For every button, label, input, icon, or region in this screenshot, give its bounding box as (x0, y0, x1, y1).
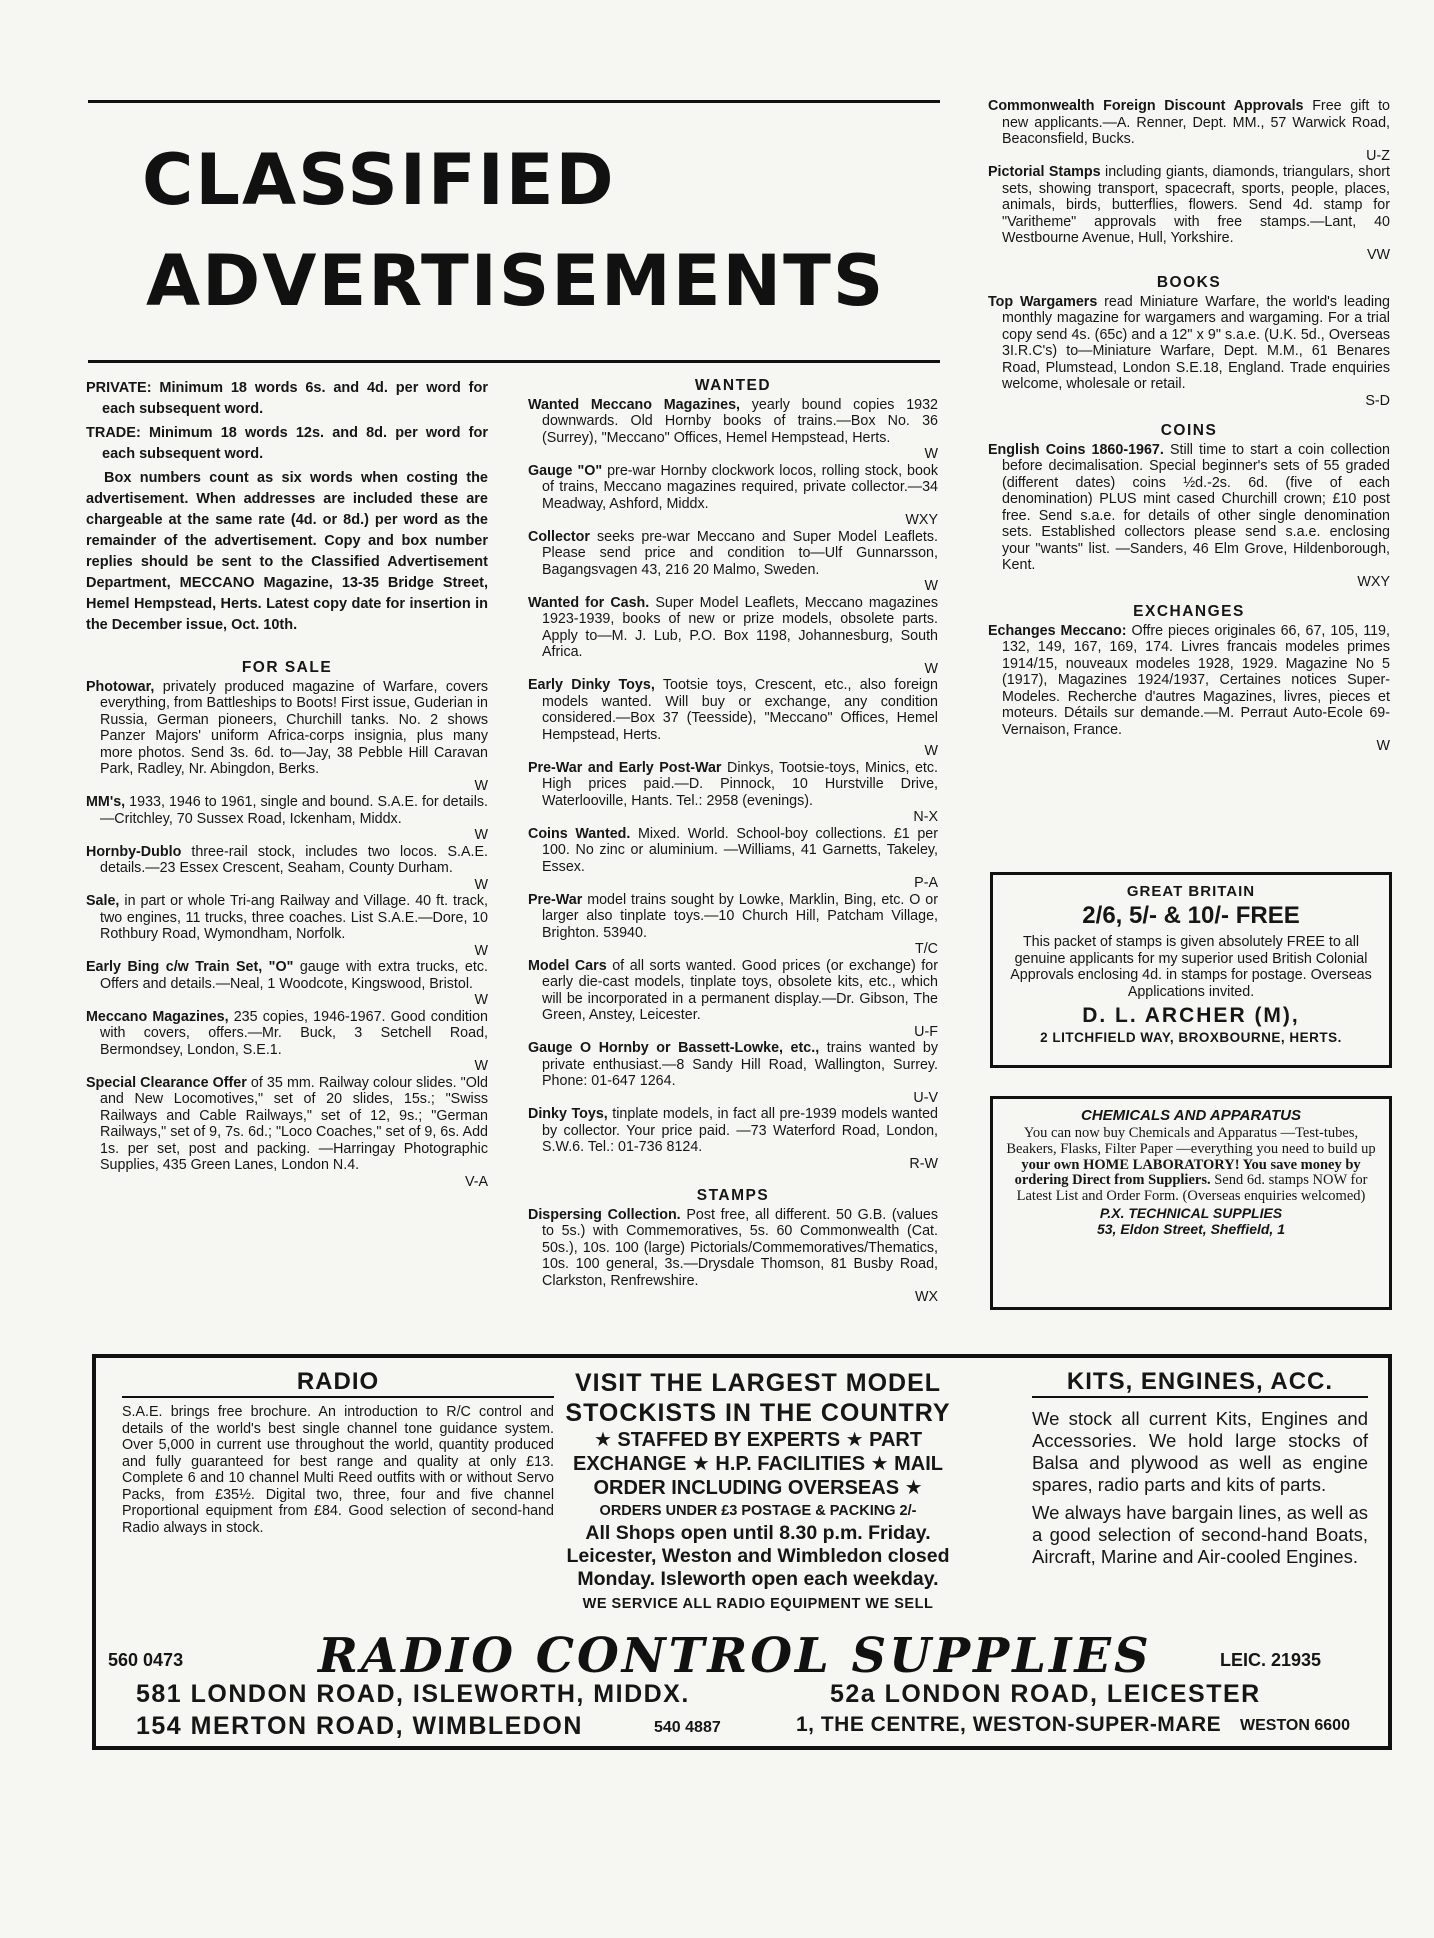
private-text: Minimum 18 words 6s. and 4d. per word for each subsequent word. (102, 380, 488, 417)
ad-lead: Commonwealth Foreign Discount Approvals (988, 98, 1304, 114)
ad-lead: Echanges Meccano: (988, 622, 1127, 639)
ad-lead: Wanted Meccano Magazines, (528, 396, 741, 413)
ad-text: Super Model Leaflets, Meccano magazines 1923-1939, books of new or prize models, obsolete parts. Apply to—M. J. Lub, P.O. Box 1198, Johannesburg, South Africa. (542, 594, 938, 660)
ad-text: 1933, 1946 to 1961, single and bound. S.A.E. for details.—Critchley, 70 Sussex Road, Ickenham, Middx. (100, 794, 488, 827)
exchanges-heading: EXCHANGES (1133, 603, 1245, 620)
chemicals-address: 53, Eldon Street, Sheffield, 1 (1096, 1220, 1285, 1237)
classified-ad (528, 595, 938, 678)
gb-body: This packet of stamps is given absolutely FREE to all genuine applicants for my superior used British Colonial Approvals enclosing 4d. in stamps for postage. Overseas Applications invited. (1010, 934, 1372, 1000)
address-weston: 1, THE CENTRE, WESTON-SUPER-MARE (796, 1713, 1222, 1736)
ad-lead: Meccano Magazines, (86, 1008, 229, 1025)
visit-line-4: EXCHANGE ★ H.P. FACILITIES ★ MAIL (573, 1453, 943, 1475)
chemicals-supplier: P.X. TECHNICAL SUPPLIES (1099, 1204, 1283, 1221)
ad-text: tinplate models, in fact all pre-1939 models wanted by collector. Your price paid. —73 Waterford Road, London, S.W.6. Tel.: 01-736 8124. (542, 1106, 939, 1155)
ad-text: Offre pieces originales 66, 67, 105, 119, 132, 149, 167, 169, 174. Livres francais modeles primes 1914/15, nouveaux modeles 1928, 1929. Magazine No 5 (1917), Magazines 1924/1937, Certaines notices Super-Modeles. Recherche d'autres Magazines, livres, pieces et moteurs. Détails sur demande.—M. Perraut Auto-Ecole 69-Vernaison, France. (1002, 622, 1390, 738)
ad-code: W (474, 827, 488, 843)
ad-lead: Dispersing Collection. (528, 1206, 681, 1223)
classified-ad (988, 98, 1390, 164)
title-top-rule (88, 100, 940, 103)
classified-ad (528, 892, 938, 958)
ad-text: gauge with extra trucks, etc. Offers and details.—Neal, 1 Woodcote, Kingswood, Bristol. (100, 959, 488, 992)
ad-code: W (924, 578, 938, 594)
classified-ad (86, 959, 488, 1009)
page-title-line1: CLASSIFIED (142, 139, 616, 221)
ad-text: read Miniature Warfare, the world's leading monthly magazine for wargamers and wargaming. For a trial copy send 4s. (65c) and a 12" x 9" s.a.e. (U.K. 5d., Overseas 3I.R.C's) to—Miniature Warfare, Dept. M.M., 61 Benares Road, Plumstead, London S.E.18, England. Trade enquiries welcome, wholesale or retail. (1002, 293, 1390, 392)
books-list (988, 294, 1390, 410)
ad-text: Dinkys, Tootsie-toys, Minics, etc. High prices paid.—D. Pinnock, 10 Hurstville Drive, Waterlooville, Hants. Tel.: 2958 (evenings). (542, 759, 939, 809)
ad-code: S-D (1365, 392, 1390, 409)
coins-heading: COINS (1160, 422, 1218, 439)
middle-column (528, 372, 938, 1306)
ad-code: P-A (914, 875, 938, 891)
ad-code: W (474, 1058, 488, 1074)
ad-code: W (924, 660, 938, 677)
box-numbers-text: Box numbers count as six words when costing the advertisement. When addresses are included these are chargeable at the same rate (4d. or 8d.) per word as the remainder of the advertisement. Copy and box number replies should be sent to the Classified Advertisement Department, MECCANO Magazine, 13-35 Bridge Street, Hemel Hempstead, Herts. Latest copy date for insertion in the December issue, Oct. 10th. (86, 470, 488, 633)
ad-text: of all sorts wanted. Good prices (or exchange) for early die-cast models, tinplate toys, obsolete kits, etc., which will be incorporated in a permanent display.—Dr. Gibson, The Green, Anstey, Leicester. (542, 957, 938, 1023)
ad-text: trains wanted by private enthusiast.—8 Sandy Hill Road, Wallington, Surrey. Phone: 01-647 1264. (542, 1040, 938, 1089)
ad-lead: Pre-War (528, 891, 583, 908)
radio-body: S.A.E. brings free brochure. An introduction to R/C control and details of the world's best single channel tone guidance system. Over 5,000 in current use throughout the world, quantity produced and fully guaranteed for best range and quality at only £13. Complete 6 and 10 channel Multi Reed outfits with or without Servo Packs, from £35½. Digital two, three, four and five channel Proportional equipment from £84. Good selection of second-hand Radio always in stock. (122, 1404, 554, 1536)
classified-ad (86, 794, 488, 844)
phone-leicester: LEIC. 21935 (1220, 1650, 1322, 1670)
radio-control-supplies-logo: RADIO CONTROL SUPPLIES (318, 1628, 1152, 1684)
chemicals-body-3: Send 6d. stamps NOW for Latest List and Order Form. (Overseas enquiries welcomed) (1016, 1172, 1368, 1205)
books-heading: BOOKS (1156, 274, 1222, 291)
visit-line-8: Leicester, Weston and Wimbledon closed (566, 1545, 950, 1567)
ad-code: U-V (913, 1089, 938, 1106)
title-bottom-rule (88, 360, 940, 363)
ad-code: WX (914, 1289, 938, 1305)
ad-code: N-X (913, 809, 938, 825)
for-sale-heading: FOR SALE (241, 659, 333, 676)
visit-line-7: All Shops open until 8.30 p.m. Friday. (585, 1522, 931, 1544)
ad-text: model trains sought by Lowke, Marklin, Bing, etc. O or larger also tinplate toys.—10 Church Hill, Patcham Village, Brighton. 53940. (542, 891, 938, 941)
ad-code: W (1376, 738, 1390, 754)
phone-weston: WESTON 6600 (1240, 1717, 1350, 1734)
classified-ad (988, 164, 1390, 263)
address-isleworth: 581 LONDON ROAD, ISLEWORTH, MIDDX. (136, 1680, 690, 1708)
ad-text: Post free, all different. 50 G.B. (values to 5s.) with Commemoratives, 5s. 60 Commonwealth (Cat. 50s.), 10s. 100 (large) Pictorials/Commemoratives/Thematics, 10s. 100 general, 3s.—Drysdale Thomson, 81 Busby Road, Clarkston, Renfrewshire. (542, 1206, 938, 1289)
exchanges-list (988, 623, 1390, 755)
left-column (86, 378, 488, 1190)
ad-lead: Special Clearance Offer (86, 1074, 247, 1091)
ad-code: VW (1366, 246, 1390, 263)
chemicals-ad (990, 1096, 1392, 1310)
address-leicester: 52a LONDON ROAD, LEICESTER (830, 1680, 1261, 1708)
ad-lead: Gauge "O" (528, 462, 603, 479)
ad-text: pre-war Hornby clockwork locos, rolling stock, book of trains, Meccano magazines required, private collector.—34 Meadway, Ashford, Middx. (542, 462, 939, 512)
chemicals-title: CHEMICALS AND APPARATUS (1081, 1107, 1301, 1124)
ad-text: 235 copies, 1946-1967. Good condition with covers, offers.—Mr. Buck, 3 Setchell Road, Bermondsey, London, S.E.1. (100, 1008, 488, 1058)
for-sale-list (86, 679, 488, 1191)
classified-ad (86, 1075, 488, 1191)
chemicals-body-1: You can now buy Chemicals and Apparatus —Test-tubes, Beakers, Flasks, Filter Paper —everything you need to build up (1006, 1125, 1376, 1157)
classified-ad (86, 679, 488, 795)
phone-isleworth: 560 0473 (108, 1650, 184, 1670)
trade-text: Minimum 18 words 12s. and 8d. per word for each subsequent word. (102, 425, 489, 462)
ad-text: including giants, diamonds, triangulars, short sets, showing transport, spacecraft, sports, people, places, animals, birds, butterflies, flowers. Send 4d. stamp for "Varitheme" approvals with free stamps.—Lant, 40 Westbourne Avenue, Hull, Yorkshire. (1002, 164, 1390, 246)
wanted-heading: WANTED (694, 377, 772, 394)
great-britain-ad (990, 872, 1392, 1068)
kits-body-2: We always have bargain lines, as well as a good selection of second-hand Boats, Aircraft, Marine and Air-cooled Engines. (1032, 1502, 1368, 1567)
classified-ad (528, 826, 938, 892)
kits-section (1032, 1368, 1368, 1568)
ad-text: Still time to start a coin collection before decimalisation. Special beginner's sets of 55 graded (different dates) coins ½d.-2s. 6d. (five of each denomination) PLUS mint cased Churchill crown; £10 post free. Send s.a.e. for details of other single denomination sets. Established collectors please send s.a.e. enclosing your "wants" list. —Sanders, 46 Elm Grove, Hildenborough, Kent. (1002, 441, 1390, 573)
ad-code: W (474, 777, 488, 794)
ad-code: W (474, 876, 488, 893)
ad-lead: Photowar, (86, 678, 155, 695)
ad-text: in part or whole Tri-ang Railway and Village. 40 ft. track, two engines, 11 trucks, three coaches. List S.A.E.—Dore, 10 Rothbury Road, Wymondham, Norfolk. (100, 893, 488, 942)
stamps-approvals-list (988, 98, 1390, 263)
classified-ad (528, 958, 938, 1041)
ad-lead: Coins Wanted. (528, 825, 631, 842)
ad-text: three-rail stock, includes two locos. S.A.E. details.—23 Essex Crescent, Seaham, County Durham. (100, 843, 488, 876)
ad-code: WXY (1357, 573, 1390, 590)
classified-ad (528, 1040, 938, 1106)
ad-text: yearly bound copies 1932 downwards. Old Hornby books of trains.—Box No. 36 (Surrey), "Meccano" Offices, Hemel Hempstead, Herts. (542, 396, 938, 446)
classified-ad (528, 1207, 938, 1306)
classified-ad (528, 397, 938, 463)
visit-line-10: WE SERVICE ALL RADIO EQUIPMENT WE SELL (582, 1596, 934, 1612)
rates-block (86, 378, 488, 636)
private-label: PRIVATE: (86, 380, 152, 396)
ad-text: of 35 mm. Railway colour slides. "Old and New Locomotives," set of 20 slides, 15s.; "Swiss Railways and Cable Railways," set of 12, 9s.; "German Railways," set of 9, 7s. 6d.; "Loco Coaches," set of 9, 6s. Add 1s. per set, post and packing. —Harringay Photographic Supplies, 435 Green Lanes, London N.4. (100, 1074, 488, 1173)
trade-rate (86, 423, 488, 465)
radio-section (122, 1368, 554, 1536)
gb-title: GREAT BRITAIN (1126, 883, 1256, 900)
classified-ad (988, 294, 1390, 410)
ad-code: U-F (914, 1023, 938, 1040)
ad-code: W (474, 992, 488, 1008)
right-column (988, 98, 1390, 755)
ad-code: U-Z (1366, 147, 1390, 164)
classified-ad (86, 844, 488, 894)
ad-lead: Pictorial Stamps (988, 164, 1101, 180)
stamps-list (528, 1207, 938, 1306)
ad-lead: Collector (528, 528, 590, 545)
ad-lead: Gauge O Hornby or Bassett-Lowke, etc., (528, 1040, 820, 1056)
visit-line-9: Monday. Isleworth open each weekday. (577, 1568, 939, 1590)
ad-code: T/C (914, 941, 938, 957)
chemicals-body-2: your own HOME LABORATORY! You save money by ordering Direct from Suppliers. (1014, 1156, 1361, 1189)
ad-lead: Model Cars (528, 957, 607, 974)
ad-code: W (924, 446, 938, 462)
stamps-heading: STAMPS (696, 1187, 770, 1204)
wanted-list (528, 397, 938, 1173)
classified-ad (528, 760, 938, 826)
ad-text: Tootsie toys, Crescent, etc., also foreign models wanted. Will buy or exchange, any condition considered.—Box 37 (Teesside), "Meccano" Offices, Hemel Hempstead, Herts. (542, 677, 938, 743)
classified-ad (528, 463, 938, 529)
classified-ad (86, 1009, 488, 1075)
classified-ad (988, 442, 1390, 591)
ad-lead: Top Wargamers (988, 293, 1098, 310)
phone-wimbledon: 540 4887 (654, 1719, 721, 1736)
visit-line-5: ORDER INCLUDING OVERSEAS ★ (593, 1477, 923, 1499)
classified-ad (988, 623, 1390, 755)
classified-ad (528, 529, 938, 595)
ad-code: W (474, 942, 488, 959)
coins-list (988, 442, 1390, 591)
classified-ad (86, 893, 488, 959)
chemicals-body (993, 1124, 1389, 1205)
classified-ad (528, 677, 938, 760)
private-rate (86, 378, 488, 420)
ad-text: privately produced magazine of Warfare, covers everything, from Battleships to Boots! First issue, Guderian in Russia, German pioneers, Churchill tanks. No. 2 shows Panzer Majors' uniform Africa-corps insignia, plus many more photos. Send 3s. 6d. to—Jay, 38 Pebble Hill Caravan Park, Radley, Nr. Abingdon, Berks. (100, 678, 488, 777)
ad-lead: English Coins 1860-1967. (988, 441, 1164, 458)
trade-label: TRADE: (86, 425, 141, 441)
visit-line-3: ★ STAFFED BY EXPERTS ★ PART (593, 1429, 923, 1451)
ad-lead: Sale, (86, 893, 120, 909)
visit-line-1: VISIT THE LARGEST MODEL (574, 1369, 942, 1397)
ad-lead: Dinky Toys, (528, 1106, 608, 1122)
ad-code: R-W (909, 1155, 938, 1172)
ad-lead: MM's, (86, 794, 126, 810)
ad-lead: Pre-War and Early Post-War (528, 759, 722, 776)
gb-price: 2/6, 5/- & 10/- FREE (1082, 902, 1300, 929)
ad-lead: Wanted for Cash. (528, 594, 650, 611)
ad-lead: Early Dinky Toys, (528, 677, 655, 693)
ad-code: V-A (464, 1173, 488, 1190)
page-title-line2: ADVERTISEMENTS (146, 240, 886, 322)
ad-text: Free gift to new applicants.—A. Renner, Dept. MM., 57 Warwick Road, Beaconsfield, Bucks. (1002, 98, 1390, 147)
ad-lead: Early Bing c/w Train Set, "O" (86, 959, 294, 975)
radio-control-supplies-ad (92, 1354, 1392, 1750)
ad-code: WXY (905, 512, 938, 528)
classified-ad (528, 1106, 938, 1172)
visit-line-2: STOCKISTS IN THE COUNTRY (565, 1399, 951, 1427)
gb-advertiser-name: D. L. ARCHER (M), (1082, 1004, 1300, 1027)
ad-code: W (924, 743, 938, 759)
ad-text: seeks pre-war Meccano and Super Model Leaflets. Please send price and condition to—Ulf Gunnarsson, Bagangsvagen 43, 216 20 Malmo, Sweden. (542, 528, 938, 578)
ad-lead: Hornby-Dublo (86, 843, 182, 860)
ad-text: Mixed. World. School-boy collections. £1 per 100. No zinc or aluminium. —Williams, 41 Garnetts, Takeley, Essex. (542, 825, 938, 875)
kits-body-1: We stock all current Kits, Engines and Accessories. We hold large stocks of Balsa and plywood as well as engine spares, radio parts and kits of parts. (1032, 1408, 1368, 1495)
radio-heading: RADIO (122, 1368, 554, 1398)
visit-line-6: ORDERS UNDER £3 POSTAGE & PACKING 2/- (599, 1503, 917, 1519)
address-wimbledon: 154 MERTON ROAD, WIMBLEDON (136, 1712, 583, 1740)
visit-section (498, 1368, 1018, 1617)
kits-heading: KITS, ENGINES, ACC. (1032, 1368, 1368, 1398)
gb-address: 2 LITCHFIELD WAY, BROXBOURNE, HERTS. (1040, 1030, 1342, 1045)
